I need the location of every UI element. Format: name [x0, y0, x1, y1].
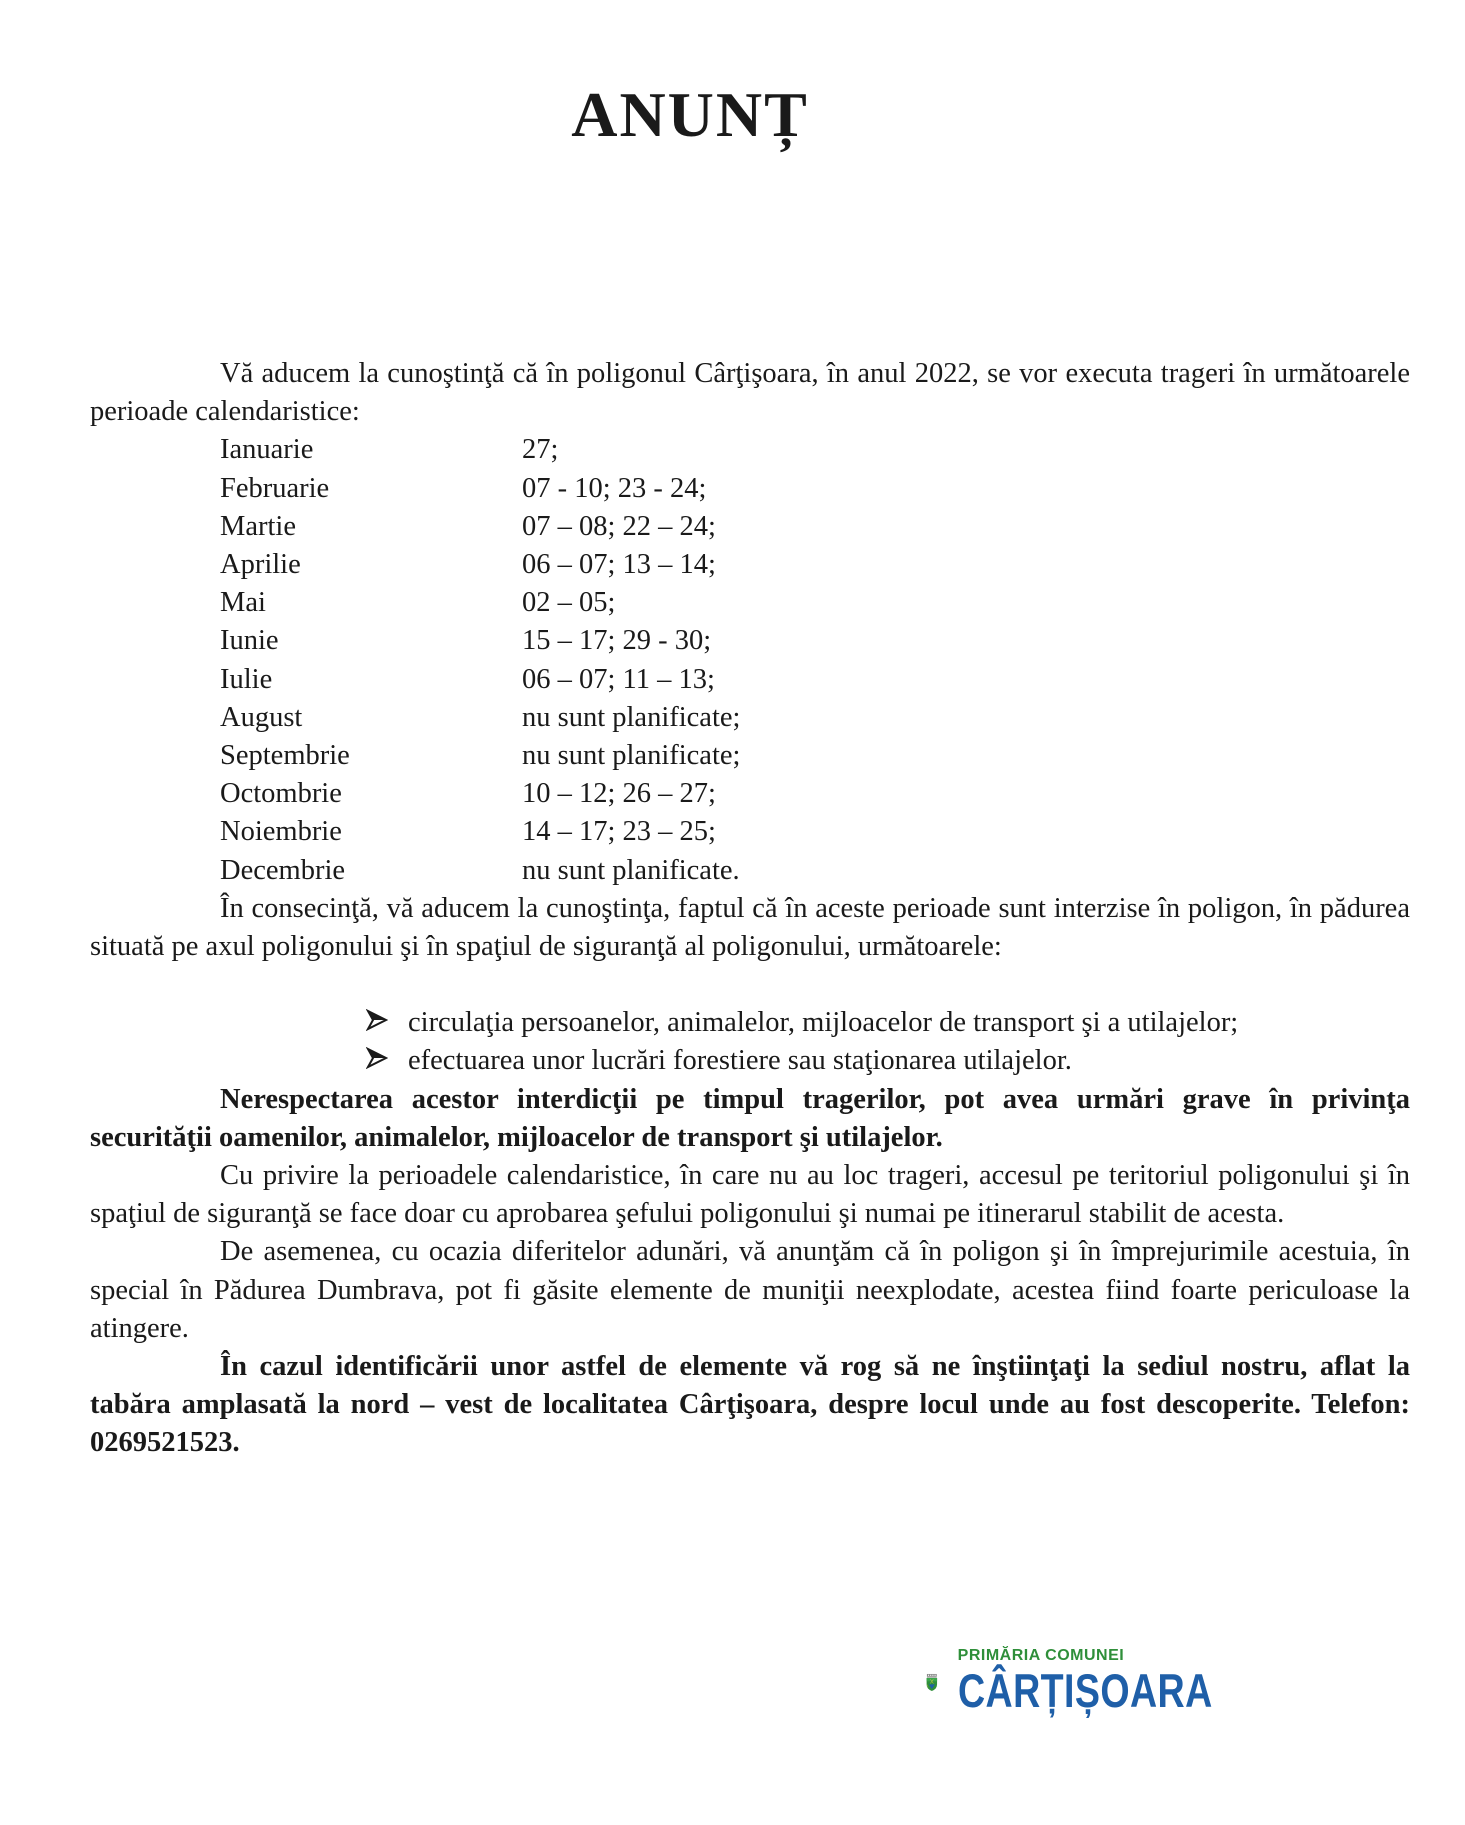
month-name: Martie: [220, 510, 296, 542]
prohibition-text: efectuarea unor lucrări forestiere sau staţionarea utilajelor.: [408, 1045, 1072, 1077]
month-name: Decembrie: [220, 854, 346, 886]
month-name: Iunie: [220, 625, 279, 657]
month-row: [220, 508, 1410, 546]
month-row: [220, 584, 1410, 622]
month-name: Aprilie: [220, 549, 301, 581]
month-row: [220, 622, 1410, 660]
month-dates: 14 – 17; 23 – 25;: [522, 816, 716, 848]
month-row: [220, 775, 1410, 813]
month-name: Mai: [220, 587, 266, 619]
consequence-paragraph: În consecinţă, vă aducem la cunoştinţa, faptul că în aceste perioade sunt interzise în poligon, în pădurea situată pe axul poligonului şi în spaţiul de siguranţă al poligonului, următoarele:: [90, 892, 1410, 963]
prohibition-text: circulaţia persoanelor, animalelor, mijloacelor de transport şi a utilajelor;: [408, 1007, 1239, 1039]
month-dates: 27;: [522, 434, 559, 466]
month-dates: 02 – 05;: [522, 587, 616, 619]
month-dates: 10 – 12; 26 – 27;: [522, 778, 716, 810]
months-list: [90, 431, 1410, 889]
month-dates: nu sunt planificate.: [522, 854, 740, 886]
month-name: Iulie: [220, 663, 273, 695]
month-dates: nu sunt planificate;: [522, 740, 741, 772]
month-dates: 06 – 07; 11 – 13;: [522, 663, 715, 695]
coat-of-arms-icon: [926, 1625, 938, 1740]
month-name: Septembrie: [220, 740, 350, 772]
logo-name: CÂRȚIȘOARA: [957, 1664, 1213, 1717]
month-name: August: [220, 701, 303, 733]
prohibitions-list: [90, 1004, 1410, 1080]
spacer: [90, 966, 1410, 1004]
prohibition-item: [366, 1004, 1410, 1042]
logo-subtitle: PRIMĂRIA COMUNEI: [957, 1647, 1125, 1664]
month-dates: 07 - 10; 23 - 24;: [522, 472, 707, 504]
month-row: [220, 852, 1410, 890]
contact-paragraph: În cazul identificării unor astfel de elemente vă rog să ne înştiinţaţi la sediul nostru, aflat la tabăra amplasată la nord – vest de localitatea Cârţişoara, despre locul unde au fost descoperite. Telefon: 0269521523.: [90, 1351, 1410, 1459]
logo-text: [958, 1647, 1276, 1717]
month-name: Octombrie: [220, 778, 342, 810]
month-dates: nu sunt planificate;: [522, 701, 741, 733]
warning-paragraph: Nerespectarea acestor interdicţii pe timpul tragerilor, pot avea urmări grave în privinţa securităţii oamenilor, animalelor, mijloacelor de transport şi utilajelor.: [90, 1083, 1410, 1153]
intro-paragraph: Vă aducem la cunoştinţă că în poligonul Cârţişoara, în anul 2022, se vor executa trageri în următoarele perioade calendaristice:: [90, 358, 1410, 428]
month-dates: 06 – 07; 13 – 14;: [522, 549, 716, 581]
month-name: Februarie: [220, 472, 330, 504]
month-dates: 07 – 08; 22 – 24;: [522, 510, 716, 542]
arrow-bullet-icon: [366, 1047, 408, 1069]
month-name: Ianuarie: [220, 434, 314, 466]
access-paragraph: Cu privire la perioadele calendaristice, în care nu au loc trageri, accesul pe teritoriul poligonului şi în spaţiul de siguranţă se face doar cu aprobarea şefului poligonului şi numai pe itinerarul stabilit de acesta.: [90, 1160, 1410, 1230]
month-name: Noiembrie: [220, 816, 342, 848]
month-row: [220, 546, 1410, 584]
month-row: [220, 431, 1410, 469]
month-row: [220, 661, 1410, 699]
page-title: ANUNȚ: [571, 79, 809, 150]
month-row: [220, 737, 1410, 775]
announcement-body: [90, 355, 1410, 1463]
municipality-logo: [926, 1623, 1276, 1741]
month-dates: 15 – 17; 29 - 30;: [522, 625, 712, 657]
munitions-paragraph: De asemenea, cu ocazia diferitelor adunări, vă anunţăm că în poligon şi în împrejurimile acestuia, în special în Pădurea Dumbrava, pot fi găsite elemente de muniţii neexplodate, acestea fiind foarte periculoase la atingere.: [90, 1236, 1410, 1344]
prohibition-item: [366, 1042, 1410, 1080]
month-row: [220, 470, 1410, 508]
month-row: [220, 813, 1410, 851]
month-row: [220, 699, 1410, 737]
arrow-bullet-icon: [366, 1009, 408, 1031]
